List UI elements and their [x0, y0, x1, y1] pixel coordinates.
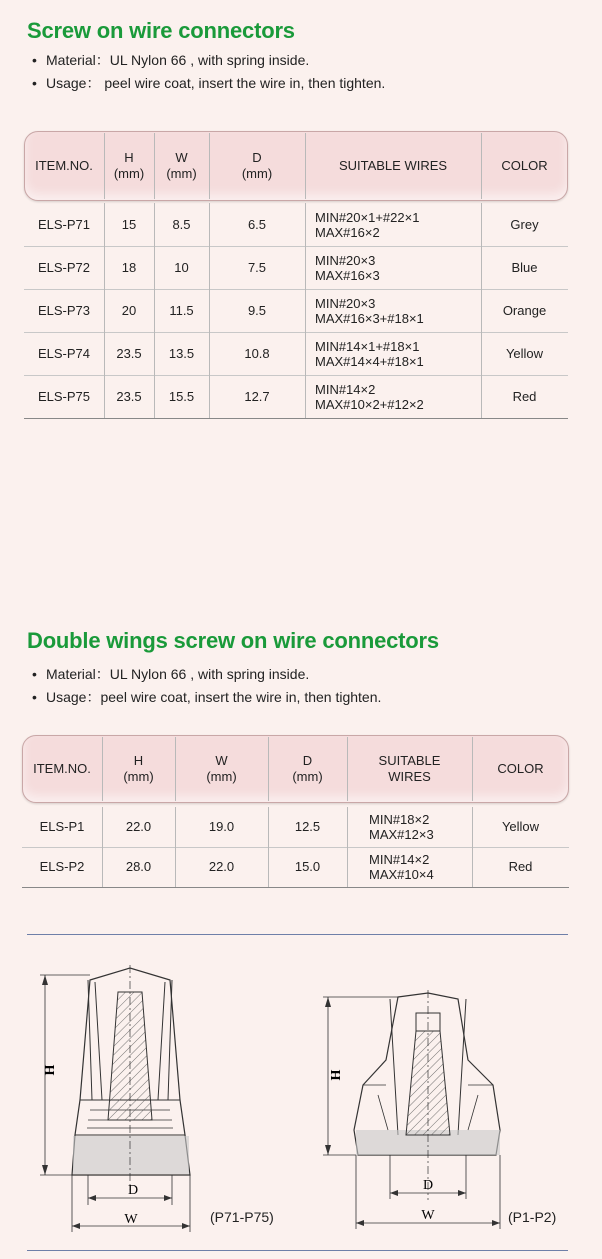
- header-divider: [268, 737, 269, 801]
- row-divider: [481, 246, 482, 289]
- section2-title: Double wings screw on wire connectors: [27, 628, 439, 653]
- bullet-icon: •: [32, 75, 37, 91]
- row-divider: [209, 246, 210, 289]
- header-text: ITEM.NO.: [33, 761, 91, 776]
- wire-cell: [315, 297, 481, 325]
- cell-d: 12.5: [294, 819, 321, 834]
- h-label: H: [43, 1064, 58, 1076]
- header-text: (mm): [113, 166, 145, 181]
- row-divider: [154, 289, 155, 332]
- header-d: [209, 131, 305, 201]
- row-divider: [102, 807, 103, 847]
- row-divider: [305, 203, 306, 246]
- header-text: SUITABLE WIRES: [338, 158, 448, 173]
- wire-max: MAX#12×3: [369, 827, 434, 842]
- bullet-icon: •: [32, 52, 37, 68]
- header-item: [24, 131, 104, 201]
- diagram-caption-left: (P71-P75): [210, 1209, 274, 1225]
- cell-item: ELS-P75: [37, 388, 91, 404]
- row-divider: [481, 332, 482, 375]
- row-divider: [481, 375, 482, 418]
- row-divider: [175, 807, 176, 847]
- cell-color: Red: [508, 859, 533, 874]
- material-text: Material：UL Nylon 66 , with spring inside.: [46, 666, 310, 682]
- row-divider: [154, 246, 155, 289]
- wire-cell: [315, 254, 481, 282]
- bullet-icon: •: [32, 689, 37, 705]
- cell-d: 9.5: [247, 302, 267, 318]
- wire-cell: [369, 853, 472, 881]
- row-divider: [481, 289, 482, 332]
- cell-h: 23.5: [116, 345, 142, 361]
- wire-min: MIN#14×2: [369, 852, 430, 867]
- header-item: [22, 735, 102, 803]
- header-divider: [104, 133, 105, 199]
- header-text: W: [215, 753, 228, 768]
- usage-line: [32, 686, 381, 709]
- cell-color: Yellow: [501, 819, 540, 834]
- cell-d: 15.0: [294, 859, 321, 874]
- row-divider: [209, 203, 210, 246]
- cell-d: 10.8: [244, 345, 270, 361]
- connector-diagram-right: [318, 985, 518, 1240]
- row-rule: [22, 887, 569, 888]
- material-text: Material：UL Nylon 66 , with spring inside.: [46, 52, 310, 68]
- cell-color: Yellow: [505, 345, 544, 361]
- d-label: D: [422, 1178, 434, 1193]
- header-wires: [305, 131, 481, 201]
- cell-w: 15.5: [168, 388, 195, 404]
- row-divider: [472, 807, 473, 847]
- cell-d: 12.7: [244, 388, 270, 404]
- cell-item: ELS-P1: [39, 819, 85, 834]
- row-divider: [175, 847, 176, 887]
- cell-w: 11.5: [169, 302, 194, 318]
- connector-diagram-left: [30, 960, 290, 1240]
- wire-max: MAX#14×4+#18×1: [315, 353, 424, 369]
- wire-min: MIN#14×1+#18×1: [315, 338, 420, 354]
- section1-bullets: [32, 49, 385, 95]
- header-h: [102, 735, 175, 803]
- wire-max: MAX#10×2+#12×2: [315, 396, 424, 412]
- wire-max: MAX#16×3: [315, 267, 380, 283]
- w-label: W: [421, 1208, 435, 1223]
- row-divider: [305, 375, 306, 418]
- header-color: [472, 735, 569, 803]
- header-h: [104, 131, 154, 201]
- row-divider: [104, 332, 105, 375]
- header-divider: [154, 133, 155, 199]
- cell-d: 6.5: [247, 216, 267, 232]
- header-text: (mm): [292, 769, 323, 784]
- header-wires: [347, 735, 472, 803]
- material-line: [32, 663, 381, 686]
- cell-d: 7.5: [247, 259, 267, 275]
- row-divider: [154, 203, 155, 246]
- cell-item: ELS-P2: [39, 859, 85, 874]
- header-text: H: [124, 150, 134, 165]
- cell-h: 28.0: [125, 859, 152, 874]
- header-w: [154, 131, 209, 201]
- section2-bullets: [32, 663, 381, 709]
- row-divider: [154, 375, 155, 418]
- header-divider: [305, 133, 306, 199]
- cell-w: 10: [174, 259, 189, 275]
- header-divider: [481, 133, 482, 199]
- header-text: D: [302, 753, 313, 768]
- row-divider: [104, 246, 105, 289]
- wire-min: MIN#18×2: [369, 812, 430, 827]
- header-text: (mm): [206, 769, 237, 784]
- header-text: D: [252, 150, 262, 165]
- header-text: W: [175, 150, 188, 165]
- wire-min: MIN#20×3: [315, 252, 376, 268]
- wire-cell: [369, 813, 472, 841]
- wire-min: MIN#20×3: [315, 295, 376, 311]
- row-divider: [268, 807, 269, 847]
- cell-h: 18: [121, 259, 137, 275]
- header-divider: [347, 737, 348, 801]
- row-divider: [347, 807, 348, 847]
- usage-text: Usage：peel wire coat, insert the wire in, then tighten.: [46, 689, 382, 705]
- cell-item: ELS-P71: [37, 216, 91, 232]
- cell-h: 22.0: [125, 819, 152, 834]
- row-divider: [305, 289, 306, 332]
- wire-max: MAX#16×2: [315, 224, 380, 240]
- cell-color: Grey: [510, 216, 539, 232]
- cell-color: Blue: [511, 259, 538, 275]
- cell-w: 13.5: [168, 345, 195, 361]
- cell-w: 22.0: [208, 859, 235, 874]
- row-divider: [104, 203, 105, 246]
- cell-color: Orange: [502, 302, 547, 318]
- row-divider: [305, 332, 306, 375]
- header-text: COLOR: [497, 761, 544, 776]
- row-divider: [481, 203, 482, 246]
- wire-cell: [315, 340, 481, 368]
- wire-min: MIN#14×2: [315, 381, 376, 397]
- header-w: [175, 735, 268, 803]
- wire-cell: [315, 211, 481, 239]
- row-divider: [154, 332, 155, 375]
- row-divider: [104, 375, 105, 418]
- cell-h: 20: [121, 302, 137, 318]
- header-divider: [472, 737, 473, 801]
- row-divider: [472, 847, 473, 887]
- header-d: [268, 735, 347, 803]
- header-text: WIRES: [388, 769, 431, 784]
- header-divider: [209, 133, 210, 199]
- w-label: W: [124, 1212, 138, 1227]
- row-rule: [24, 418, 568, 419]
- bullet-icon: •: [32, 666, 37, 682]
- cell-item: ELS-P74: [37, 345, 91, 361]
- row-divider: [305, 246, 306, 289]
- header-color: [481, 131, 568, 201]
- cell-w: 8.5: [172, 216, 191, 232]
- divider-bottom: [27, 1250, 568, 1251]
- d-label: D: [127, 1183, 139, 1198]
- row-divider: [209, 332, 210, 375]
- cell-w: 19.0: [208, 819, 235, 834]
- row-divider: [104, 289, 105, 332]
- header-text: (mm): [123, 769, 154, 784]
- header-text: COLOR: [501, 158, 548, 173]
- header-divider: [175, 737, 176, 801]
- header-text: (mm): [241, 166, 273, 181]
- divider-top: [27, 934, 568, 935]
- wire-min: MIN#20×1+#22×1: [315, 209, 420, 225]
- usage-line: [32, 72, 385, 95]
- row-divider: [268, 847, 269, 887]
- header-text: (mm): [166, 166, 197, 181]
- header-divider: [102, 737, 103, 801]
- usage-text: Usage： peel wire coat, insert the wire in, then tighten.: [46, 75, 386, 91]
- row-divider: [347, 847, 348, 887]
- section1-title: Screw on wire connectors: [27, 18, 295, 43]
- wire-max: MAX#16×3+#18×1: [315, 310, 424, 326]
- material-line: [32, 49, 385, 72]
- diagram-caption-right: (P1-P2): [508, 1209, 557, 1225]
- wire-cell: [315, 383, 481, 411]
- row-divider: [209, 375, 210, 418]
- row-divider: [102, 847, 103, 887]
- header-text: H: [133, 753, 144, 768]
- header-text: ITEM.NO.: [35, 158, 93, 173]
- row-divider: [209, 289, 210, 332]
- h-label: H: [329, 1069, 344, 1081]
- cell-item: ELS-P73: [37, 302, 91, 318]
- wire-max: MAX#10×4: [369, 867, 434, 882]
- cell-item: ELS-P72: [37, 259, 91, 275]
- cell-h: 15: [121, 216, 137, 232]
- cell-color: Red: [512, 388, 537, 404]
- header-text: SUITABLE: [378, 753, 441, 768]
- cell-h: 23.5: [116, 388, 142, 404]
